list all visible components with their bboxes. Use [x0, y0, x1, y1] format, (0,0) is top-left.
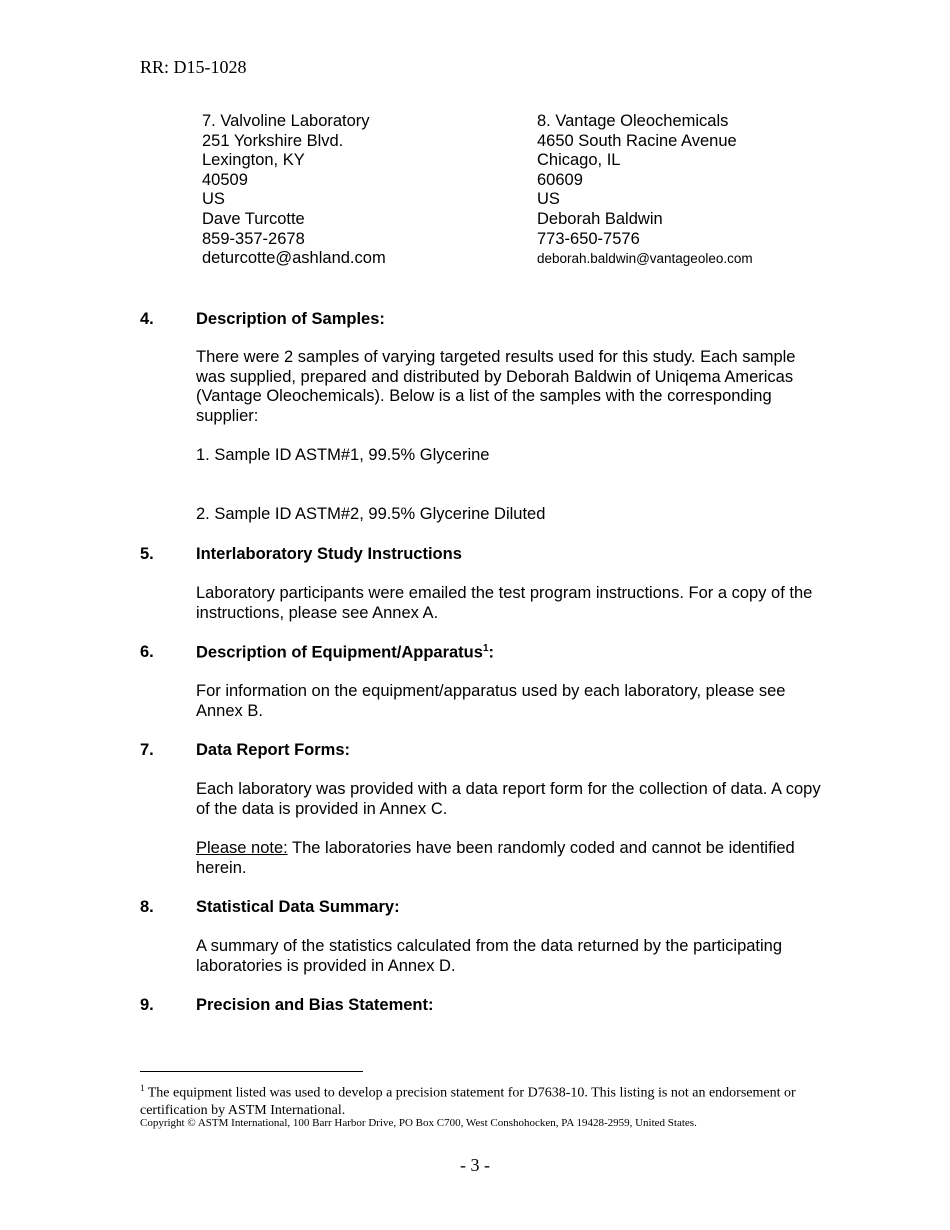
section-title	[196, 643, 494, 663]
lab-city: Lexington, KY	[202, 151, 305, 170]
footnote-reference: 1	[482, 643, 489, 654]
lab-contact: Dave Turcotte	[202, 209, 305, 228]
section-title: Precision and Bias Statement:	[196, 996, 434, 1014]
lab-email: deborah.baldwin@vantageoleo.com	[537, 251, 753, 267]
lab-phone: 773-650-7576	[537, 229, 640, 248]
lab-phone: 859-357-2678	[202, 229, 305, 248]
note-label: Please note:	[196, 839, 288, 857]
section-title: Data Report Forms:	[196, 741, 351, 759]
lab-email: deturcotte@ashland.com	[202, 249, 386, 268]
sample-item: 2. Sample ID ASTM#2, 99.5% Glycerine Diluted	[196, 505, 546, 523]
page-number: - 3 -	[460, 1155, 490, 1175]
section-body: There were 2 samples of varying targeted results used for this study. Each sample was supplied, prepared and distributed by Deborah Baldwin of Uniqema Americas (Vantage Oleochemicals). Below is a list of the samples with the corresponding supplier:	[196, 348, 796, 425]
section-number: 6.	[140, 643, 154, 661]
lab-zip: 40509	[202, 170, 248, 189]
footnote	[140, 1080, 800, 1119]
lab-street: 4650 South Racine Avenue	[537, 131, 737, 150]
footnote-divider	[140, 1071, 363, 1072]
section-body: A summary of the statistics calculated from the data returned by the participating laboratories is provided in Annex D.	[196, 937, 783, 975]
section-title: Description of Samples:	[196, 310, 385, 328]
section-number: 7.	[140, 741, 154, 759]
lab-zip: 60609	[537, 170, 583, 189]
footnote-marker: 1	[140, 1083, 145, 1093]
note-body: The laboratories have been randomly coded and cannot be identified herein.	[196, 839, 795, 877]
lab-name: 7. Valvoline Laboratory	[202, 112, 370, 130]
section-body: Laboratory participants were emailed the test program instructions. For a copy of the instructions, please see Annex A.	[196, 584, 813, 622]
lab-street: 251 Yorkshire Blvd.	[202, 131, 344, 150]
sample-item: 1. Sample ID ASTM#1, 99.5% Glycerine	[196, 446, 490, 464]
section-number: 9.	[140, 996, 154, 1014]
lab-country: US	[537, 190, 560, 209]
report-id-header: RR: D15-1028	[140, 57, 247, 77]
lab-contact: Deborah Baldwin	[537, 209, 663, 228]
section-number: 5.	[140, 545, 154, 563]
section-number: 8.	[140, 898, 154, 916]
lab-address-block	[202, 112, 386, 269]
lab-city: Chicago, IL	[537, 151, 621, 170]
section-title-text: Description of Equipment/Apparatus	[196, 643, 483, 662]
section-title: Statistical Data Summary:	[196, 898, 400, 916]
section-body: Each laboratory was provided with a data report form for the collection of data. A copy of the data is provided in Annex C.	[196, 780, 821, 818]
note-paragraph	[196, 839, 821, 878]
section-title: Interlaboratory Study Instructions	[196, 545, 462, 563]
section-number: 4.	[140, 310, 154, 328]
section-title-colon: :	[488, 643, 494, 662]
copyright-notice: Copyright © ASTM International, 100 Barr Harbor Drive, PO Box C700, West Conshohocken, PA 19428-2959, United States.	[140, 1117, 697, 1129]
section-body: For information on the equipment/apparatus used by each laboratory, please see Annex B.	[196, 682, 786, 720]
lab-country: US	[202, 190, 225, 209]
lab-address-block	[537, 112, 753, 269]
footnote-text: The equipment listed was used to develop a precision statement for D7638-10. This listing is not an endorsement or certification by ASTM International.	[140, 1085, 796, 1118]
lab-name: 8. Vantage Oleochemicals	[537, 112, 729, 130]
